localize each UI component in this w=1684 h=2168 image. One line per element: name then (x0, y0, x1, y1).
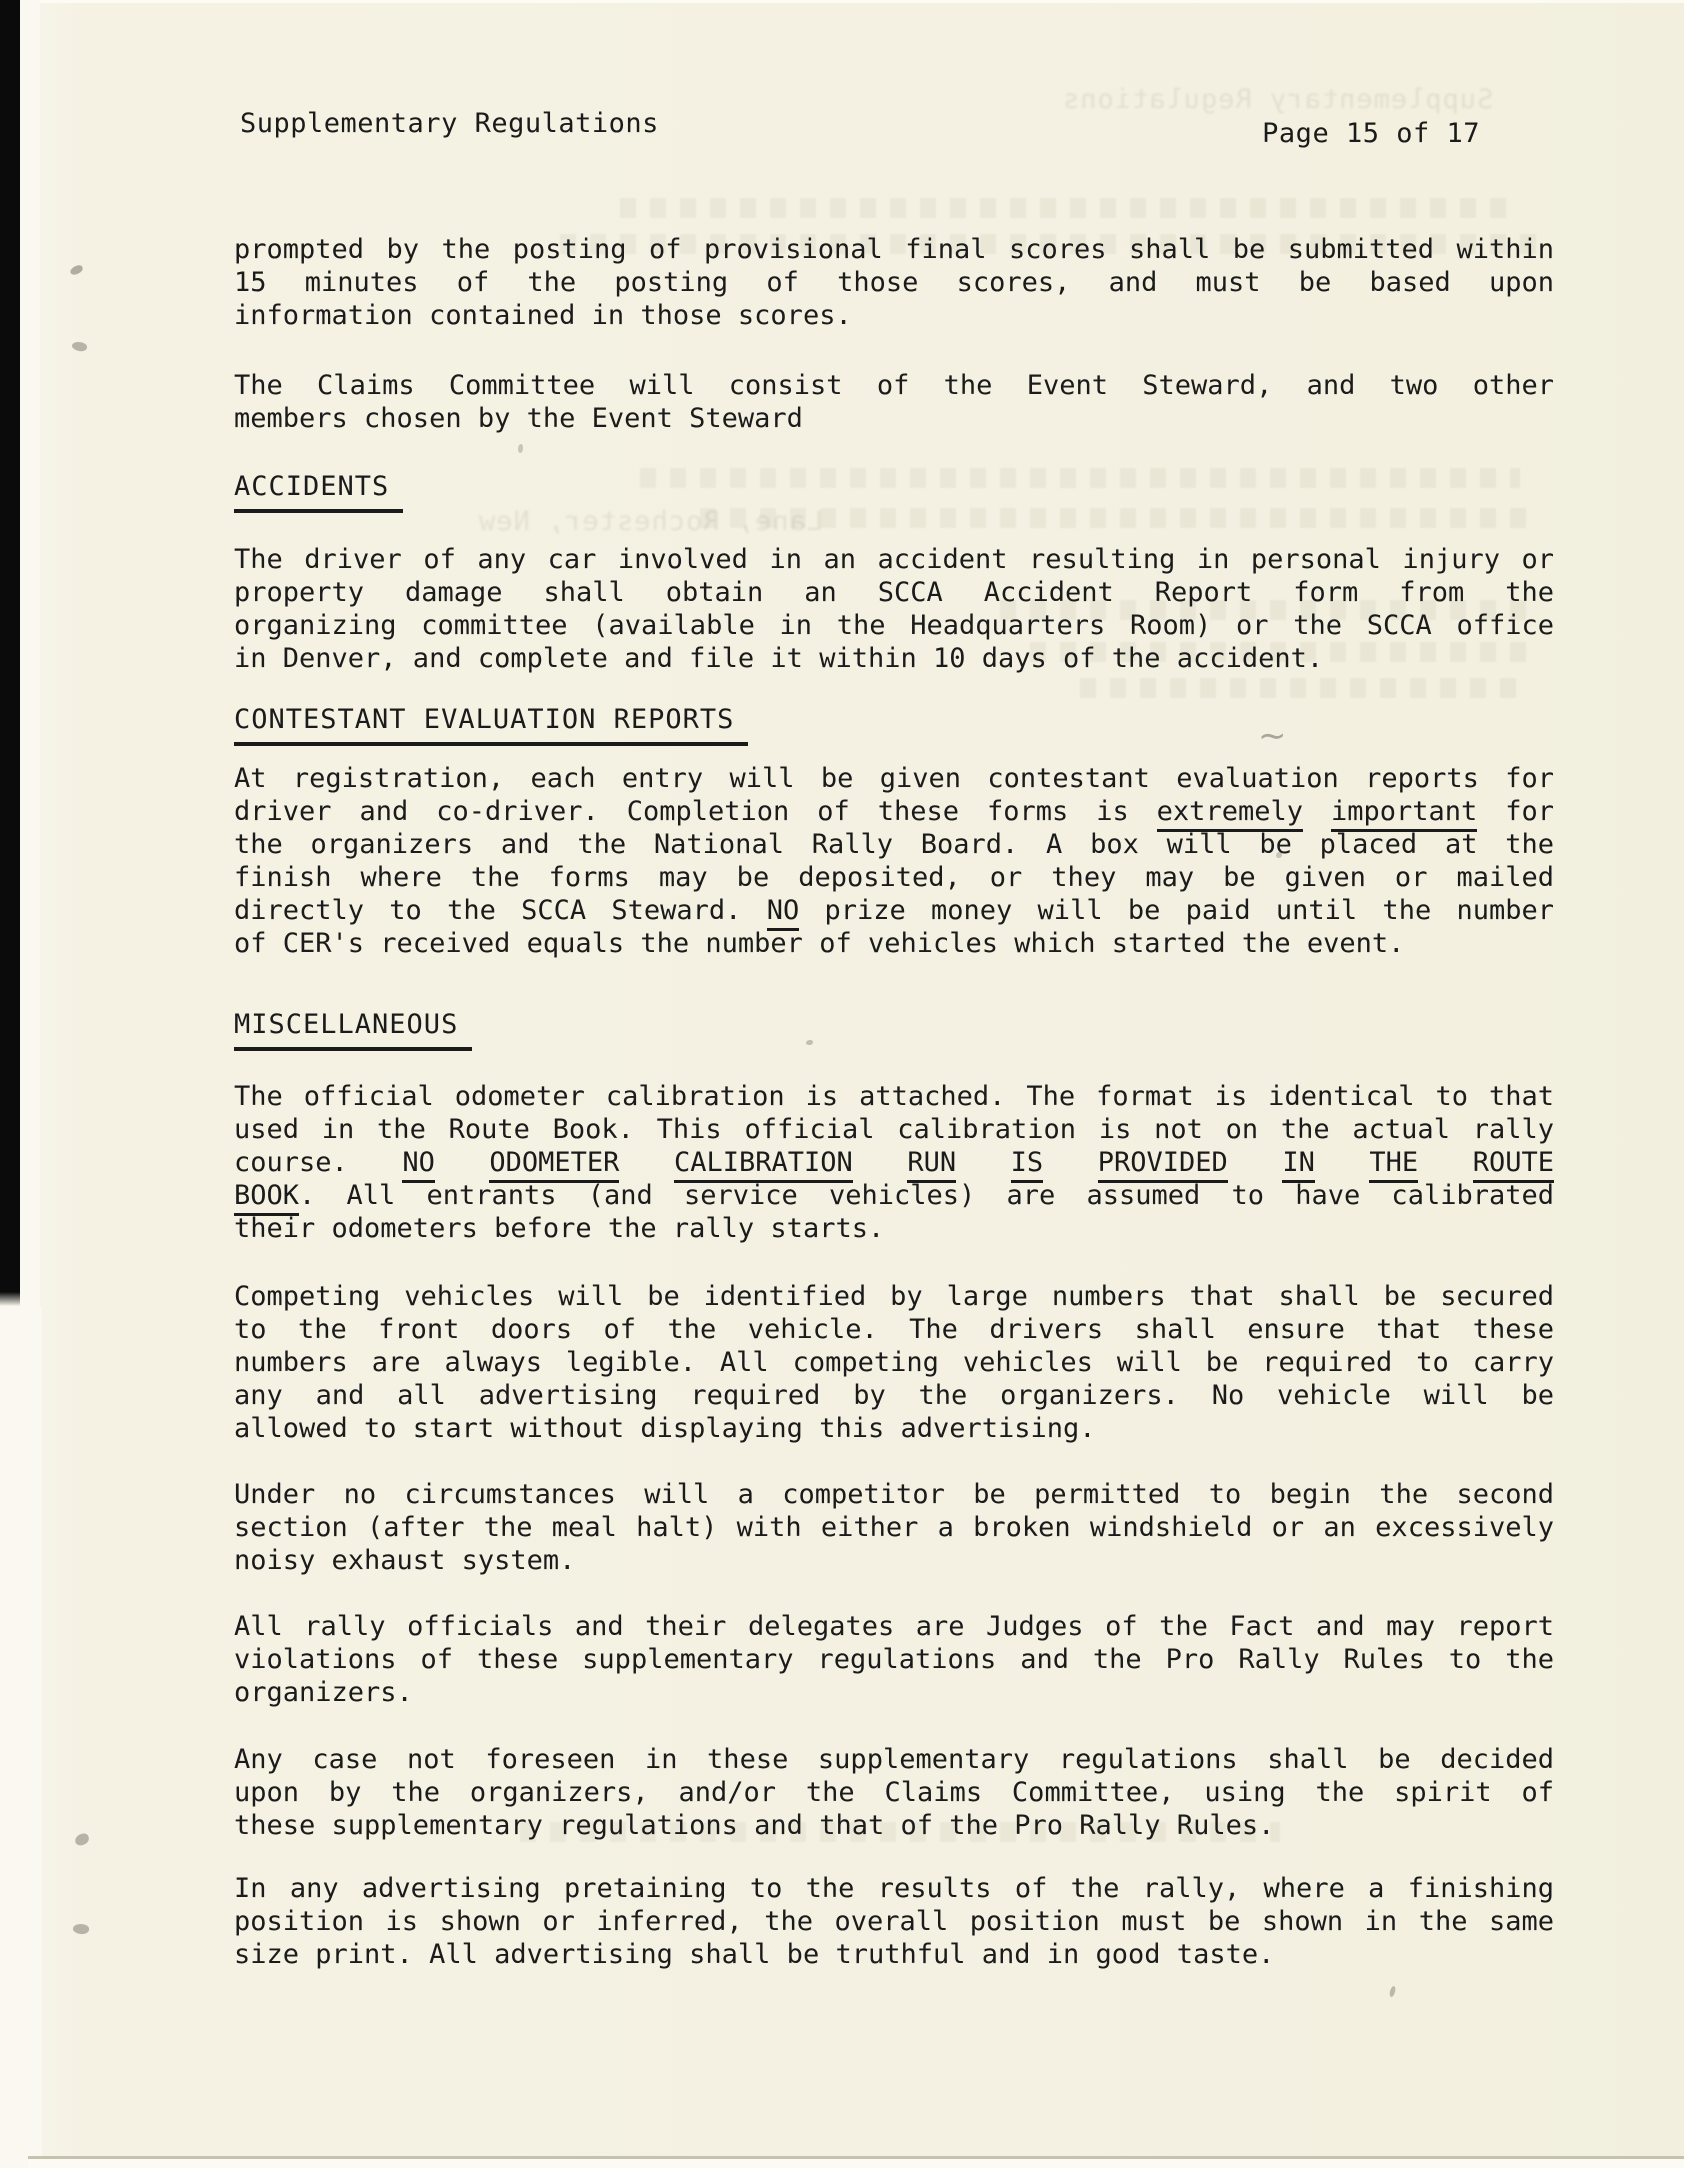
text-line: position is shown or inferred, the overall position must be shown in the same (234, 1906, 1554, 1937)
ink-speck (518, 444, 523, 453)
text-line: The Claims Committee will consist of the Event Steward, and two other (234, 370, 1554, 401)
text-line: any and all advertising required by the organizers. No vehicle will be (234, 1380, 1554, 1411)
paragraph-evaluation-reports (234, 762, 1554, 960)
text-line: the organizers and the National Rally Board. A box will be placed at the (234, 829, 1554, 860)
text-line: members chosen by the Event Steward (234, 403, 803, 434)
underlined-word: THE (1369, 1147, 1418, 1183)
text-line: section (after the meal halt) with either a broken windshield or an excessively (234, 1512, 1554, 1543)
text-line: property damage shall obtain an SCCA Accident Report form from the (234, 577, 1554, 608)
bleedthrough-smudge (620, 198, 1520, 218)
bleedthrough-text: Supplementary Regulations (1062, 84, 1494, 115)
bleedthrough-smudge (640, 468, 1520, 488)
text-line: 15 minutes of the posting of those scores, and must be based upon (234, 267, 1554, 298)
section-heading-miscellaneous (234, 1010, 472, 1051)
text-line: finish where the forms may be deposited, or they may be given or mailed (234, 862, 1554, 893)
text-line: organizing committee (available in the Headquarters Room) or the SCCA office (234, 610, 1554, 641)
scan-edge-bar-fade (0, 1292, 20, 1306)
text-line: BOOK. All entrants (and service vehicles) are assumed to have calibrated (234, 1179, 1554, 1212)
heading-text: CONTESTANT EVALUATION REPORTS (234, 705, 748, 746)
ink-speck (69, 264, 84, 276)
bleedthrough-text: Lane, Rochester, New (478, 506, 824, 537)
text-line: upon by the organizers, and/or the Claims Committee, using the spirit of (234, 1777, 1554, 1808)
underlined-word: NO (767, 895, 800, 931)
text-line: size print. All advertising shall be truthful and in good taste. (234, 1939, 1275, 1970)
text-line: used in the Route Book. This official calibration is not on the actual rally (234, 1114, 1554, 1145)
paragraph-provisional-scores (234, 233, 1554, 332)
paragraph-vehicle-numbers (234, 1280, 1554, 1445)
text-line: driver and co-driver. Completion of these forms is extremely important for (234, 795, 1554, 828)
text-line: to the front doors of the vehicle. The drivers shall ensure that these (234, 1314, 1554, 1345)
text-line: directly to the SCCA Steward. NO prize money will be paid until the number (234, 894, 1554, 927)
section-heading-accidents (234, 472, 403, 513)
scan-edge-bottom (0, 1306, 42, 2168)
bleedthrough-smudge (700, 508, 1540, 528)
text-line: noisy exhaust system. (234, 1545, 576, 1576)
heading-text: ACCIDENTS (234, 472, 403, 513)
text-line: course. NO ODOMETER CALIBRATION RUN IS PROVIDED IN THE ROUTE (234, 1146, 1554, 1179)
ink-speck (1389, 1986, 1396, 1998)
text-line: violations of these supplementary regulations and the Pro Rally Rules to the (234, 1644, 1554, 1675)
ink-speck (72, 1923, 89, 1936)
scan-top-edge (40, 0, 1684, 3)
underlined-word: BOOK (234, 1180, 299, 1216)
text-line: organizers. (234, 1677, 413, 1708)
text-line: in Denver, and complete and file it within 10 days of the accident. (234, 643, 1324, 674)
page-number-label: Page 15 of 17 (1262, 118, 1480, 149)
section-heading-contestant-evaluation-reports (234, 705, 748, 746)
text-line: information contained in those scores. (234, 300, 852, 331)
text-line: Competing vehicles will be identified by large numbers that shall be secured (234, 1281, 1554, 1312)
paragraph-claims-committee (234, 369, 1554, 435)
underlined-word: NO (402, 1147, 435, 1183)
text-line: prompted by the posting of provisional final scores shall be submitted within (234, 234, 1554, 265)
text-line: The driver of any car involved in an accident resulting in personal injury or (234, 544, 1554, 575)
ink-speck (806, 1040, 813, 1045)
ink-speck (74, 1832, 90, 1846)
underlined-word: CALIBRATION (674, 1147, 853, 1183)
text-line: Under no circumstances will a competitor be permitted to begin the second (234, 1479, 1554, 1510)
underlined-word: IS (1011, 1147, 1044, 1183)
paragraph-unforeseen-cases (234, 1743, 1554, 1842)
pen-squiggle: ∼ (1258, 716, 1287, 756)
text-line: Any case not foreseen in these supplementary regulations shall be decided (234, 1744, 1554, 1775)
underlined-word: ROUTE (1473, 1147, 1554, 1183)
text-line: The official odometer calibration is attached. The format is identical to that (234, 1081, 1554, 1112)
text-line: In any advertising pretaining to the results of the rally, where a finishing (234, 1873, 1554, 1904)
bleedthrough-smudge (1080, 678, 1530, 698)
underlined-word: important (1331, 796, 1477, 832)
document-title: Supplementary Regulations (240, 108, 659, 139)
text-line: All rally officials and their delegates are Judges of the Fact and may report (234, 1611, 1554, 1642)
text-line: these supplementary regulations and that of the Pro Rally Rules. (234, 1810, 1275, 1841)
paragraph-odometer-calibration (234, 1080, 1554, 1245)
scan-bottom-edge (28, 2159, 1684, 2168)
underlined-word: RUN (907, 1147, 956, 1183)
ink-speck (71, 340, 88, 353)
scan-edge-bar (0, 0, 20, 1292)
paragraph-judges-of-fact (234, 1610, 1554, 1709)
paragraph-advertising-results (234, 1872, 1554, 1971)
underlined-word: IN (1282, 1147, 1315, 1183)
paragraph-accident-report (234, 543, 1554, 675)
underlined-word: ODOMETER (489, 1147, 619, 1183)
text-line: allowed to start without displaying this advertising. (234, 1413, 1096, 1444)
text-line: At registration, each entry will be given contestant evaluation reports for (234, 763, 1554, 794)
heading-text: MISCELLANEOUS (234, 1010, 472, 1051)
text-line: their odometers before the rally starts. (234, 1213, 885, 1244)
underlined-word: PROVIDED (1098, 1147, 1228, 1183)
underlined-word: extremely (1157, 796, 1303, 832)
text-line: of CER's received equals the number of vehicles which started the event. (234, 928, 1405, 959)
text-line: numbers are always legible. All competing vehicles will be required to carry (234, 1347, 1554, 1378)
paragraph-second-section (234, 1478, 1554, 1577)
